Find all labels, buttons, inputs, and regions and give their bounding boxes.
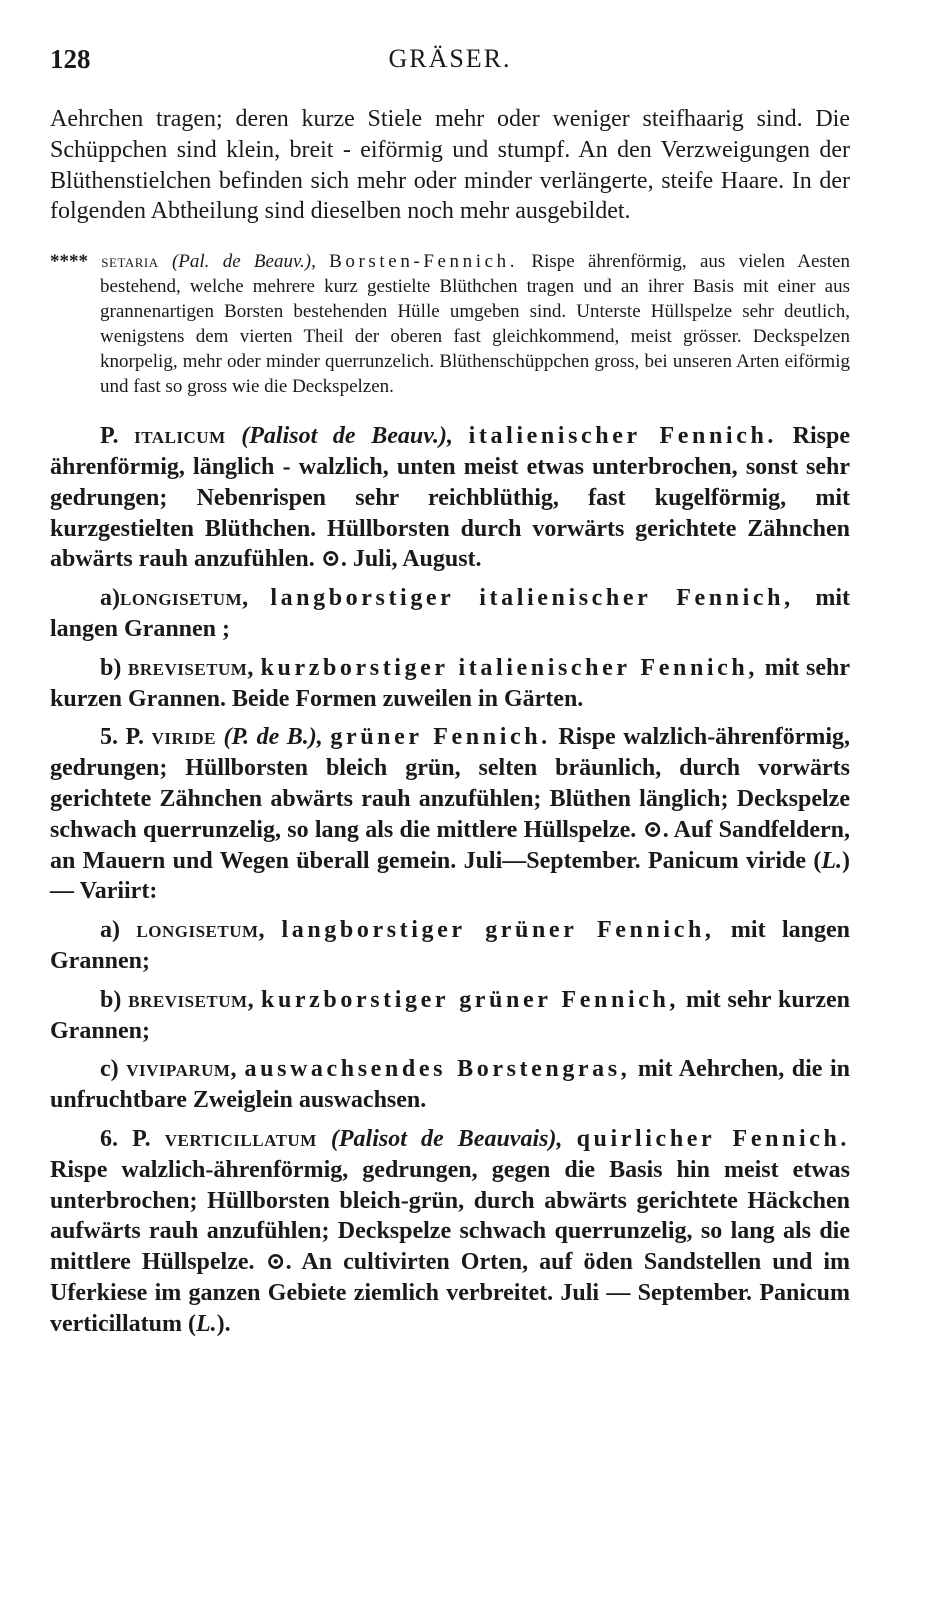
page-body <box>50 104 850 1340</box>
variety-label: a) <box>100 585 120 612</box>
variety-common-name: langborstiger italienischer Fennich, <box>270 585 794 612</box>
intro-paragraph: Aehrchen tragen; deren kurze Stiele mehr oder weniger steifhaarig sind. Die Schüppchen sind klein, breit - eiförmig und stumpf. An den Verzweigungen der Blüthenstielchen befinden sich mehr oder minder verlängerte, steife Haare. In der folgenden Abtheilung sind dieselben noch mehr ausgebildet. <box>50 106 850 225</box>
variety-text: mit Aehrchen, die in unfruchtbare Zweiglein auswachsen. <box>50 1056 851 1114</box>
genus-common-name: Borsten-Fennich. <box>329 251 519 273</box>
species-verticillatum <box>50 1124 850 1340</box>
species-common-name: italienischer Fennich. <box>468 423 777 450</box>
species-viride <box>50 722 850 907</box>
variety-viride-brevisetum <box>50 985 850 1047</box>
variety-label: b) <box>100 986 122 1013</box>
species-habitat: An cultivirten Orten, auf öden Sandstellen und im Uferkiese im ganzen Gebiete ziemlich verbreitet. Juli — September. Panicum verticillatum ( <box>50 1249 850 1337</box>
species-habitat-end: ). <box>216 1310 231 1337</box>
variety-viride-viviparum <box>50 1054 850 1116</box>
variety-viride-longisetum <box>50 915 850 977</box>
variety-label: b) <box>100 654 122 681</box>
variety-common-name: auswachsendes Borstengras, <box>244 1056 631 1083</box>
species-author: (Palisot de Beauvais), <box>330 1125 563 1152</box>
variety-italicum-longisetum <box>50 583 850 645</box>
variety-text: mit langen Grannen; <box>50 917 851 974</box>
variety-common-name: langborstiger grüner Fennich, <box>281 917 715 944</box>
page-header <box>50 44 850 84</box>
genus-name: setaria <box>101 251 159 273</box>
genus-marker: **** <box>50 251 88 273</box>
variety-italicum-brevisetum <box>50 653 850 715</box>
variety-common-name: kurzborstiger italienischer Fennich, <box>260 654 758 681</box>
genus-text: Rispe ährenförmig, aus vielen Aesten bestehend, welche mehrere kurz gestielte Blüthchen tragen und an ihrer Basis mit einer aus grannenartigen Borsten bestehenden Hülle umgeben sind. Unterste Hüllspelze sehr deutlich, wenigstens dem vierten Theil der oberen fast gleichkommend, meist grösser. Deckspelzen knorpelig, mehr oder minder querrunzelich. Blüthenschüppchen gross, bei unseren Arten eiförmig und fast so gross wie die Deckspelzen. <box>100 251 850 398</box>
variety-text: mit sehr kurzen Grannen. Beide Formen zuweilen in Gärten. <box>50 654 851 712</box>
genus-author: (Pal. de Beauv.), <box>171 251 316 273</box>
species-number: 6. <box>100 1125 118 1152</box>
species-common-name: quirlicher Fennich. <box>576 1125 851 1152</box>
species-author: (P. de B.), <box>223 724 323 751</box>
species-number: 5. <box>100 724 118 751</box>
species-text: Rispe ährenförmig, länglich - walzlich, unten meist etwas unterbrochen, sonst sehr gedrungen; Nebenrispen sehr reichblüthig, fast kugelförmig, mit kurzgestielten Blüthchen. Hüllborsten durch vorwärts gerichtete Zähnchen abwärts rauh anzufühlen. <box>50 423 850 573</box>
species-habitat: Auf Sandfeldern, an Mauern und Wegen überall gemein. Juli—September. Panicum viride ( <box>50 816 850 874</box>
variety-label: a) <box>100 917 120 944</box>
running-title: GRÄSER. <box>388 44 512 73</box>
variety-name: brevisetum, <box>128 986 255 1013</box>
species-text: Rispe walzlich-ährenförmig, gedrungen, gegen die Basis hin meist etwas unterbrochen; Hüllborsten bleich-grün, durch abwärts gerichtete Häckchen aufwärts rauh anzufühlen; Deckspelze schwach querrunzelig, so lang als die mittlere Hüllspelze. <box>50 1156 850 1276</box>
annual-symbol: ⊙. <box>265 1249 292 1276</box>
species-name: verticillatum <box>164 1125 317 1152</box>
variety-name: longisetum, <box>136 917 266 944</box>
species-prefix: P. <box>132 1125 151 1152</box>
variety-text: mit langen Grannen ; <box>50 585 851 642</box>
synonym-author: L. <box>821 847 842 874</box>
variety-name: longisetum, <box>120 585 249 612</box>
species-prefix: P. <box>100 423 119 450</box>
variety-common-name: kurzborstiger grüner Fennich, <box>261 986 680 1013</box>
synonym-author: L. <box>195 1310 217 1337</box>
species-prefix: P. <box>125 724 145 751</box>
variety-text: mit sehr kurzen Grannen; <box>50 986 850 1044</box>
genus-setaria-description <box>50 249 850 399</box>
annual-symbol: ⊙. <box>320 546 347 573</box>
species-name: italicum <box>134 423 226 450</box>
annual-symbol: ⊙. <box>642 816 669 843</box>
species-name: viride <box>151 724 216 751</box>
species-italicum <box>50 421 850 575</box>
species-text: Rispe walzlich-ährenförmig, gedrungen; Hüllborsten bleich grün, selten bräunlich, durch vorwärts gerichtete Zähnchen abwärts rauh anzufühlen; Blüthen länglich; Deckspelze schwach querrunzelig, so lang als die mittlere Hüllspelze. <box>50 724 851 843</box>
species-author: (Palisot de Beauv.), <box>241 423 453 450</box>
species-flowering: Juli, August. <box>352 546 482 573</box>
species-habitat-end: ) — Variirt: <box>50 847 850 905</box>
page-number: 128 <box>50 44 91 74</box>
variety-name: viviparum, <box>126 1056 237 1083</box>
variety-name: brevisetum, <box>128 654 254 681</box>
variety-label: c) <box>100 1056 119 1083</box>
species-common-name: grüner Fennich. <box>330 724 551 751</box>
